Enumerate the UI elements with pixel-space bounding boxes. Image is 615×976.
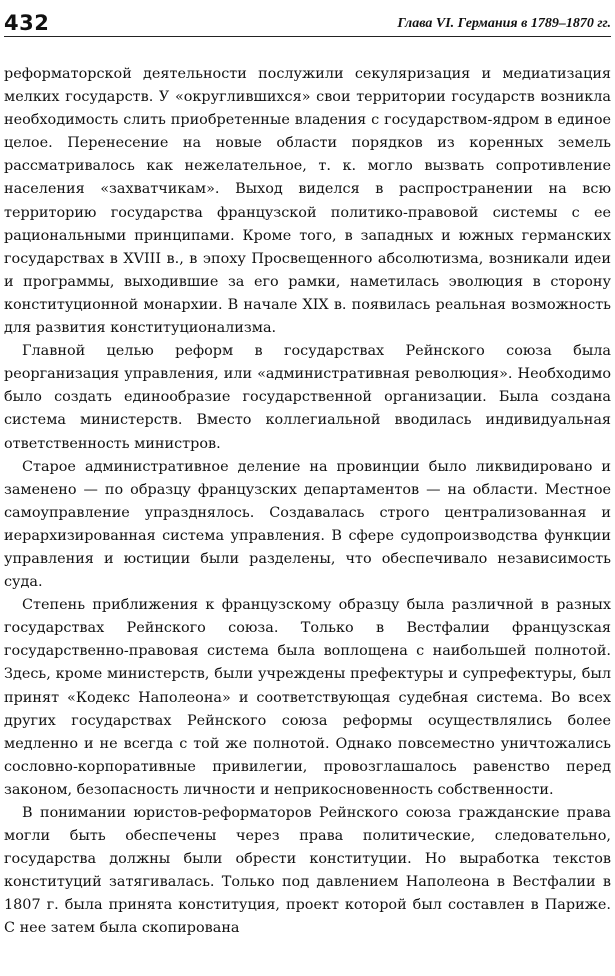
paragraph: В понимании юристов-реформаторов Рейнского союза гражданские права могли быть обеспечены через права политические, следовательно, государства должны были обрести конституции. Но выработка текстов конституций затягивалась. Только под давлением Наполеона в Вестфалии в 1807 г. была принята конституция, проект которой был составлен в Париже. С нее затем была скопирована (4, 805, 611, 937)
paragraph: Степень приближения к французскому образцу была различной в разных государствах Рейнского союза. Только в Вестфалии французская государственно-правовая система была воплощена с наибольшей полнотой. Здесь, кроме министерств, были учреждены префектуры и супрефектуры, был принят «Кодекс Наполеона» и соответствующая судебная система. Во всех других государствах Рейнского союза реформы осуществлялись более медленно и не всегда с той же полнотой. Однако повсеместно уничтожались сословно-корпоративные привилегии, провозглашалось равенство перед законом, безопасность личности и неприкосновенность собственности. (4, 597, 611, 798)
book-page (4, 4, 611, 972)
running-head: Глава VI. Германия в 1789–1870 гг. (397, 16, 611, 31)
body-text (4, 63, 611, 941)
page-number: 432 (4, 11, 50, 35)
paragraph: Главной целью реформ в государствах Рейнского союза была реорганизация управления, или «административная революция». Необходимо было создать единообразие государственной организации. Была создана система министерств. Вместо коллегиальной вводилась индивидуальная ответственность министров. (4, 343, 611, 452)
paragraph: Старое административное деление на провинции было ликвидировано и заменено — по образцу французских департаментов — на области. Местное самоуправление упразднялось. Создавалась строго централизованная и иерархизированная система управления. В сфере судопроизводства функции управления и юстиции были разделены, что обеспечивало независимость суда. (4, 458, 611, 591)
page-header (4, 4, 611, 37)
paragraph-continued: реформаторской деятельности послужили секуляризация и медиатизация мелких государств. У «округлившихся» свои территории государств возникла необходимость слить приобретенные владения с государством-ядром в единое целое. Перенесение на новые области порядков из коренных земель рассматривалось как нежелательное, т. к. могло вызвать сопротивление населения «захватчикам». Выход виделся в распространении на всю территорию государства французской политико-правовой системы с ее рациональными принципами. Кроме того, в западных и южных германских государствах в XVIII в., в эпоху Просвещенного абсолютизма, возникали идеи и программы, выходившие за его рамки, наметилась эволюция в сторону конституционной монархии. В начале XIX в. появилась реальная возможность для развития конституционализма. (4, 66, 611, 337)
